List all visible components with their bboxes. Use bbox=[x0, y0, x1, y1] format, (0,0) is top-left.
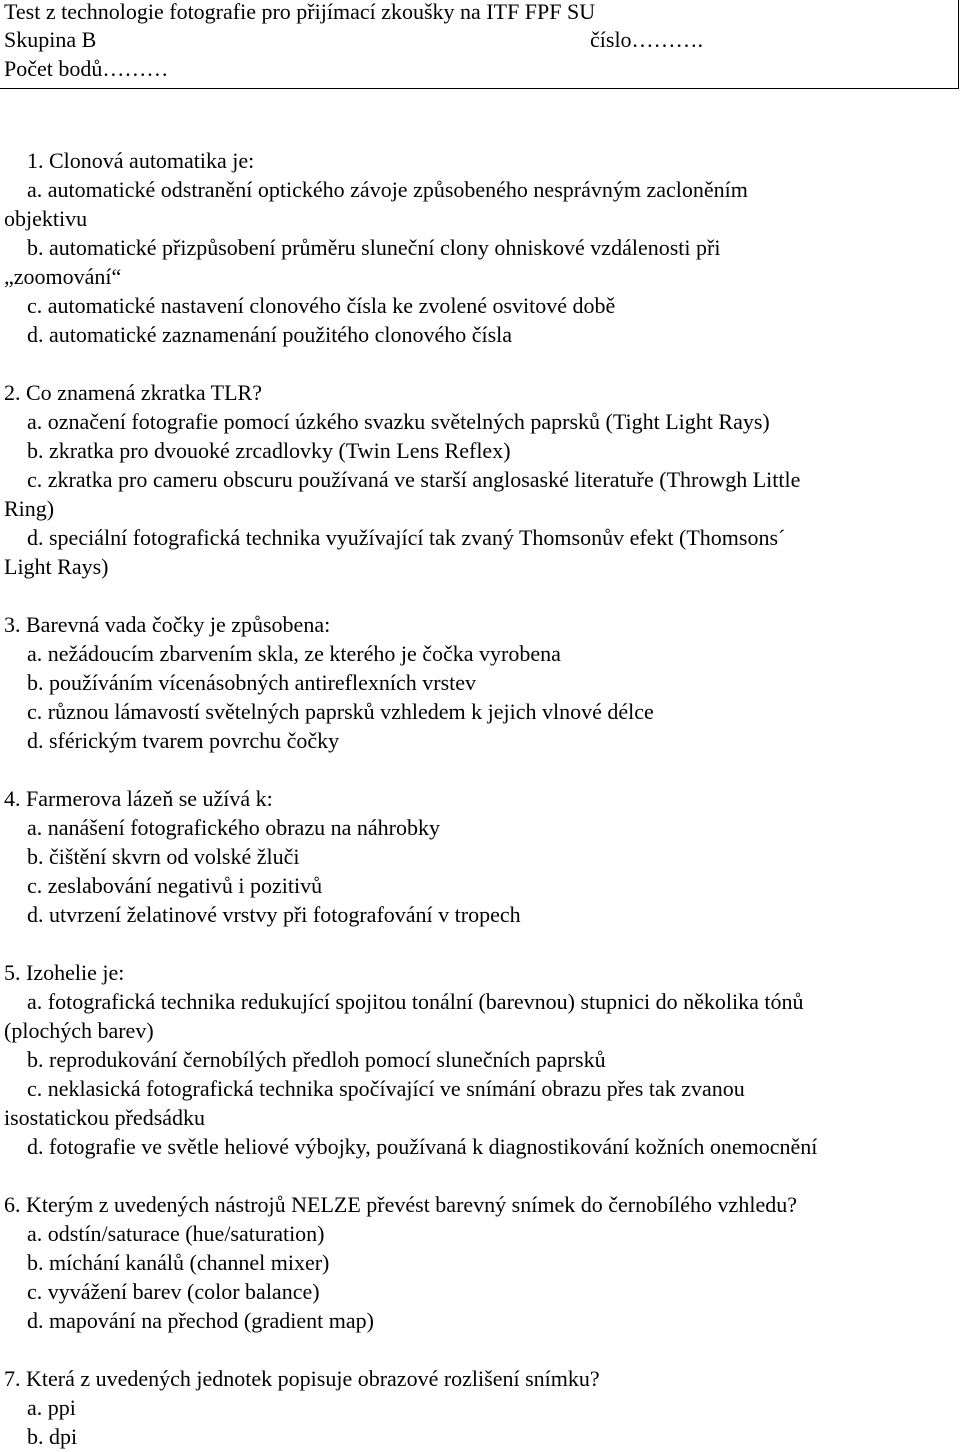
q7-option-a: a. ppi bbox=[27, 1395, 76, 1420]
question-4: 4. Farmerova lázeň se užívá k: bbox=[4, 786, 273, 811]
q6-option-c: c. vyvážení barev (color balance) bbox=[27, 1279, 320, 1304]
test-title: Test z technologie fotografie pro přijímací zkoušky na ITF FPF SU bbox=[4, 0, 596, 24]
q4-option-d: d. utvrzení želatinové vrstvy při fotografování v tropech bbox=[27, 902, 521, 927]
number-field-label: číslo………. bbox=[590, 27, 704, 52]
q2-option-d-cont: Light Rays) bbox=[4, 554, 109, 579]
q4-option-c: c. zeslabování negativů i pozitivů bbox=[27, 873, 323, 898]
q1-option-a: a. automatické odstranění optického závoje způsobeného nesprávným zacloněním bbox=[27, 177, 748, 202]
q4-option-b: b. čištění skvrn od volské žluči bbox=[27, 844, 300, 869]
q6-option-d: d. mapování na přechod (gradient map) bbox=[27, 1308, 374, 1333]
q6-option-b: b. míchání kanálů (channel mixer) bbox=[27, 1250, 330, 1275]
q5-option-c-cont: isostatickou předsádku bbox=[4, 1105, 206, 1130]
test-header bbox=[0, 0, 959, 89]
q5-option-b: b. reprodukování černobílých předloh pomocí slunečních paprsků bbox=[27, 1047, 606, 1072]
q1-option-a-cont: objektivu bbox=[4, 206, 88, 231]
question-1: 1. Clonová automatika je: bbox=[27, 148, 255, 173]
q5-option-c: c. neklasická fotografická technika spočívající ve snímání obrazu přes tak zvanou bbox=[27, 1076, 745, 1101]
q5-option-a: a. fotografická technika redukující spojitou tonální (barevnou) stupnici do několika tónů bbox=[27, 989, 804, 1014]
q6-option-a: a. odstín/saturace (hue/saturation) bbox=[27, 1221, 325, 1246]
q1-option-c: c. automatické nastavení clonového čísla ke zvolené osvitové době bbox=[27, 293, 616, 318]
q3-option-a: a. nežádoucím zbarvením skla, ze kterého je čočka vyrobena bbox=[27, 641, 561, 666]
question-3: 3. Barevná vada čočky je způsobena: bbox=[4, 612, 331, 637]
q1-option-d: d. automatické zaznamenání použitého clonového čísla bbox=[27, 322, 513, 347]
q2-option-c-cont: Ring) bbox=[4, 496, 55, 521]
q2-option-d: d. speciální fotografická technika využívající tak zvaný Thomsonův efekt (Thomsons´ bbox=[27, 525, 786, 550]
points-field-label: Počet bodů……… bbox=[4, 56, 169, 81]
q3-option-c: c. různou lámavostí světelných paprsků vzhledem k jejich vlnové délce bbox=[27, 699, 654, 724]
group-label: Skupina B bbox=[4, 27, 97, 52]
q7-option-b: b. dpi bbox=[27, 1424, 78, 1449]
q1-option-b-cont: „zoomování“ bbox=[4, 264, 122, 289]
q3-option-b: b. používáním vícenásobných antireflexních vrstev bbox=[27, 670, 477, 695]
q3-option-d: d. sférickým tvarem povrchu čočky bbox=[27, 728, 340, 753]
question-7: 7. Která z uvedených jednotek popisuje obrazové rozlišení snímku? bbox=[4, 1366, 600, 1391]
q1-option-b: b. automatické přizpůsobení průměru sluneční clony ohniskové vzdálenosti při bbox=[27, 235, 721, 260]
question-2: 2. Co znamená zkratka TLR? bbox=[4, 380, 262, 405]
q4-option-a: a. nanášení fotografického obrazu na náhrobky bbox=[27, 815, 440, 840]
q2-option-b: b. zkratka pro dvouoké zrcadlovky (Twin Lens Reflex) bbox=[27, 438, 511, 463]
question-6: 6. Kterým z uvedených nástrojů NELZE převést barevný snímek do černobílého vzhledu? bbox=[4, 1192, 797, 1217]
question-5: 5. Izohelie je: bbox=[4, 960, 125, 985]
q2-option-a: a. označení fotografie pomocí úzkého svazku světelných paprsků (Tight Light Rays) bbox=[27, 409, 770, 434]
q2-option-c: c. zkratka pro cameru obscuru používaná ve starší anglosaské literatuře (Throwgh Little bbox=[27, 467, 801, 492]
q5-option-a-cont: (plochých barev) bbox=[4, 1018, 154, 1043]
q5-option-d: d. fotografie ve světle heliové výbojky, používaná k diagnostikování kožních onemocnění bbox=[27, 1134, 818, 1159]
